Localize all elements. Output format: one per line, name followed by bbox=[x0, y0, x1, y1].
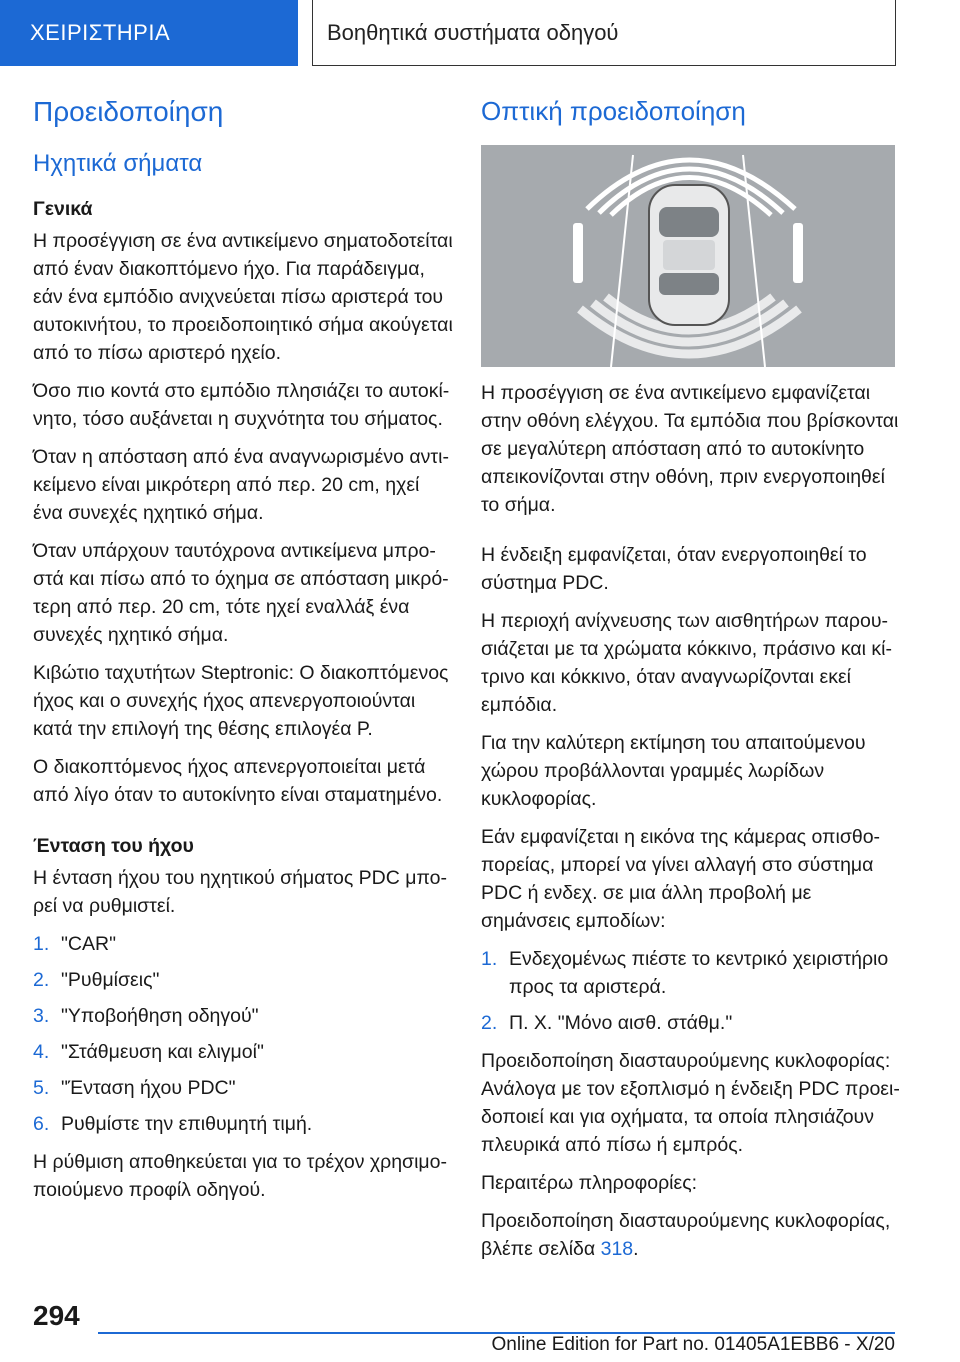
list-item bbox=[33, 1002, 453, 1030]
car-topview-icon bbox=[649, 185, 729, 325]
page-number: 294 bbox=[33, 1300, 80, 1331]
step-text: "Στάθμευση και ελιγμοί" bbox=[61, 1041, 264, 1063]
paragraph: Για την καλύτερη εκτίμηση του απαιτούμενου χώρου προβάλλονται γραμμές λωρίδων κυκλοφορίας. bbox=[481, 732, 866, 810]
sentence-end: . bbox=[633, 1238, 639, 1260]
paragraph: Η περιοχή ανίχνευσης των αισθητήρων παρουσιάζεται με τα χρώματα κόκκινο, πράσινο και κίτρινο και κόκκινο, όταν αναγνωρίζονται εκεί εμπόδια. bbox=[481, 610, 892, 716]
step-text: Π. Χ. "Μόνο αισθ. στάθμ." bbox=[509, 1012, 733, 1034]
step-text: Ενδεχομένως πιέστε το κεντρικό χειριστήριο προς τα αριστερά. bbox=[509, 948, 889, 998]
paragraph: Όταν υπάρχουν ταυτόχρονα αντικείμενα μπροστά και πίσω από το όχημα σε απόσταση μικρότερη από περ. 20 cm, τότε ηχεί εναλλάξ ένα συνεχές ηχητικό σήμα. bbox=[33, 540, 449, 646]
step-number: 4. bbox=[33, 1041, 50, 1063]
step-number: 5. bbox=[33, 1077, 50, 1099]
paragraph: Ο διακοπτόμενος ήχος απενεργοποιείται μετά από λίγο όταν το αυτοκίνητο είναι σταματημένο. bbox=[33, 756, 443, 806]
list-item bbox=[33, 966, 453, 994]
paragraph bbox=[481, 1207, 901, 1263]
step-number: 3. bbox=[33, 1005, 50, 1027]
chapter-title: Βοηθητικά συστήματα οδηγού bbox=[312, 0, 896, 66]
steps-list bbox=[481, 945, 901, 1037]
page-title: Προειδοποίηση bbox=[33, 96, 224, 127]
page-header bbox=[0, 0, 960, 66]
paragraph: Η προσέγγιση σε ένα αντικείμενο σηματοδοτείται από έναν διακοπτόμενο ήχο. Για παράδειγμα, εάν ένα εμπόδιο ανιχνεύεται πίσω αριστερά του αυτοκινήτου, το προειδοποιητικό σήμα ακούγεται από το πίσω αριστερό ηχείο. bbox=[33, 230, 453, 364]
section-title-visual: Οπτική προειδοποίηση bbox=[481, 96, 746, 126]
paragraph: Κιβώτιο ταχυτήτων Steptronic: Ο διακοπτόμενος ήχος και ο συνεχής ήχος απενεργοποιούνται κατά την επιλογή της θέσης επιλογέα P. bbox=[33, 662, 449, 740]
pdc-display-illustration bbox=[481, 145, 895, 367]
list-item bbox=[33, 1074, 453, 1102]
list-item bbox=[33, 1110, 453, 1138]
paragraph: Η ρύθμιση αποθηκεύεται για το τρέχον χρησιμοποιούμενο προφίλ οδηγού. bbox=[33, 1151, 448, 1201]
step-number: 2. bbox=[481, 1012, 498, 1034]
list-item bbox=[33, 1038, 453, 1066]
cross-reference-text: Προειδοποίηση διασταυρούμενης κυκλοφορίας, βλέπε σελίδα bbox=[481, 1210, 891, 1260]
step-text: "Ένταση ήχου PDC" bbox=[61, 1077, 236, 1099]
paragraph: Περαιτέρω πληροφορίες: bbox=[481, 1172, 698, 1194]
general-heading: Γενικά bbox=[33, 198, 93, 220]
step-text: "Υποβοήθηση οδηγού" bbox=[61, 1005, 259, 1027]
list-item bbox=[33, 930, 453, 958]
paragraph: Προειδοποίηση διασταυρούμενης κυκλοφορίας: Ανάλογα με τον εξοπλισμό η ένδειξη PDC προειδοποιεί και για οχήματα, τα οποία πλησιάζουν πλευρικά από πίσω ή εμπρός. bbox=[481, 1050, 900, 1156]
list-item bbox=[481, 945, 901, 1001]
paragraph: Όσο πιο κοντά στο εμπόδιο πλησιάζει το αυτοκίνητο, τόσο αυξάνεται η συχνότητα του σήματος. bbox=[33, 380, 450, 430]
paragraph: Όταν η απόσταση από ένα αναγνωρισμένο αντικείμενο είναι μικρότερη από περ. 20 cm, ηχεί ένα συνεχές ηχητικό σήμα. bbox=[33, 446, 449, 524]
paragraph: Εάν εμφανίζεται η εικόνα της κάμερας οπισθοπορείας, μπορεί να γίνει αλλαγή στο σύστημα PDC ή ενδεχ. σε μια άλλη προβολή με σημάνσεις εμποδίων: bbox=[481, 826, 881, 932]
section-heading-audio: Ηχητικά σήματα bbox=[33, 150, 203, 177]
step-text: "Ρυθμίσεις" bbox=[61, 969, 160, 991]
page-link[interactable]: 318 bbox=[600, 1238, 634, 1260]
edition-footer: Online Edition for Part no. 01405A1EBB6 - X/20 bbox=[491, 1334, 895, 1355]
manual-section-tab: ΧΕΙΡΙΣΤΗΡΙΑ bbox=[0, 0, 298, 66]
step-number: 6. bbox=[33, 1113, 50, 1135]
step-text: Ρυθμίστε την επιθυμητή τιμή. bbox=[61, 1113, 313, 1135]
steps-list bbox=[33, 930, 453, 1138]
left-column bbox=[33, 96, 453, 1214]
volume-heading: Ένταση του ήχου bbox=[33, 835, 194, 857]
paragraph: Η προσέγγιση σε ένα αντικείμενο εμφανίζεται στην οθόνη ελέγχου. Τα εμπόδια που βρίσκονται σε μεγαλύτερη απόσταση από το αυτοκίνητο απεικονίζονται στην οθόνη, πριν ενεργοποιηθεί το σήμα. bbox=[481, 382, 899, 516]
right-column bbox=[481, 96, 901, 1273]
step-text: "CAR" bbox=[61, 933, 117, 955]
step-number: 1. bbox=[481, 948, 498, 970]
step-number: 2. bbox=[33, 969, 50, 991]
paragraph: Η ένταση ήχου του ηχητικού σήματος PDC μπορεί να ρυθμιστεί. bbox=[33, 867, 448, 917]
step-number: 1. bbox=[33, 933, 50, 955]
list-item bbox=[481, 1009, 901, 1037]
paragraph: Η ένδειξη εμφανίζεται, όταν ενεργοποιηθεί το σύστημα PDC. bbox=[481, 544, 867, 594]
